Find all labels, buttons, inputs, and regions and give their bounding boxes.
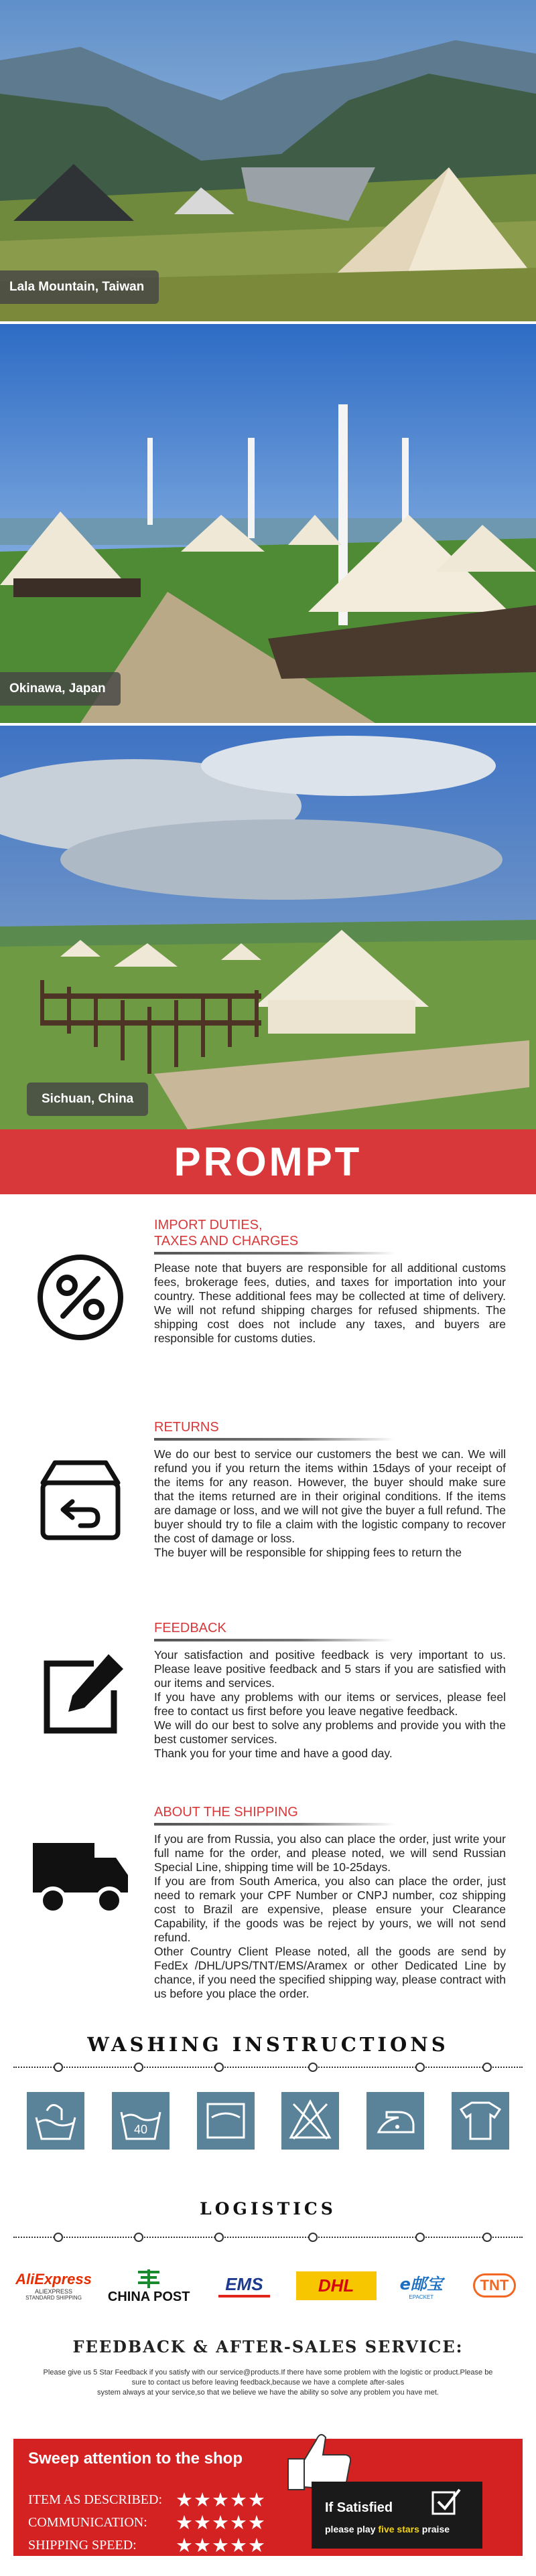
photo-lala-mountain xyxy=(0,0,536,321)
no-chlorine-icon xyxy=(281,2092,339,2150)
photo-okinawa xyxy=(0,321,536,723)
dhl-logo: DHL xyxy=(296,2271,377,2300)
prompt-title: PROMPT xyxy=(174,1139,362,1184)
tnt-logo: TNT xyxy=(466,2273,523,2298)
bottom-spacer xyxy=(0,2556,536,2576)
rating-shipping-speed: SHIPPING SPEED: ★★★★★ xyxy=(28,2535,266,2557)
epacket-logo: e邮宝 EPACKET xyxy=(399,2275,443,2300)
section-divider xyxy=(154,1823,395,1826)
logistics-section xyxy=(0,2199,536,2333)
section-text: If you have any problems with our items or services, please feel free to contact us first before you leave negative feedback. xyxy=(154,1690,506,1718)
hand-wash-icon xyxy=(27,2092,84,2150)
percent-icon xyxy=(30,1247,131,1348)
section-title: RETURNS xyxy=(154,1420,219,1435)
aliexpress-logo: AliExpress ALIEXPRESS STANDARD SHIPPING xyxy=(15,2270,92,2301)
five-stars: ★★★★★ xyxy=(176,2512,266,2534)
logistics-title: LOGISTICS xyxy=(200,2199,336,2219)
china-post-logo: CHINA POST xyxy=(105,2267,192,2305)
dotted-divider xyxy=(13,2063,523,2072)
campsite-photo xyxy=(0,726,536,1129)
section-title: IMPORT DUTIES, TAXES AND CHARGES xyxy=(154,1218,299,1249)
dotted-divider xyxy=(13,2233,523,2242)
china-post-icon xyxy=(135,2267,162,2289)
section-feedback xyxy=(0,1620,536,1804)
banner-headline: Sweep attention to the shop xyxy=(28,2449,243,2468)
section-divider xyxy=(154,1438,395,1441)
five-stars: ★★★★★ xyxy=(176,2490,266,2511)
iron-low-icon xyxy=(366,2092,424,2150)
photo-caption: Sichuan, China xyxy=(27,1082,148,1116)
washing-title: WASHING INSTRUCTIONS xyxy=(87,2033,449,2056)
satisfied-subtitle: please play five stars praise xyxy=(325,2524,450,2534)
section-text: We will do our best to solve any problems and provide you with the best customer services. xyxy=(154,1718,506,1746)
edit-icon xyxy=(30,1647,131,1747)
section-title: FEEDBACK xyxy=(154,1621,226,1635)
section-import-duties xyxy=(0,1217,536,1419)
satisfied-title: If Satisfied xyxy=(325,2500,393,2515)
satisfied-box xyxy=(312,2482,482,2549)
checkbox-check-icon xyxy=(431,2487,462,2515)
section-text: We do our best to service our customers the best we can. We will refund you if you return the items within 15days of your receipt of the items for any reason. However, the buyer should make sure that the items returned are in their original conditions. If the items are damage or loss, and we will not give the buyer a full refund. The buyer should try to file a claim with the logistic company to recover the cost of damage or loss. xyxy=(154,1447,506,1545)
truck-icon xyxy=(30,1824,131,1925)
section-text: The buyer will be responsible for shipping fees to return the xyxy=(154,1546,462,1559)
after-sales-section xyxy=(0,2333,536,2439)
rating-communication: COMMUNICATION: ★★★★★ xyxy=(28,2512,266,2534)
wash-temp: 40 xyxy=(133,2123,147,2136)
section-shipping xyxy=(0,1804,536,2025)
section-title: ABOUT THE SHIPPING xyxy=(154,1805,298,1820)
section-divider xyxy=(154,1639,395,1641)
five-stars: ★★★★★ xyxy=(176,2535,266,2557)
dry-flat-icon xyxy=(452,2092,509,2150)
after-sales-text: Please give us 5 Star Feedback if you satisfy with our service@products.If there have some problem with the logistic or product.Please be sure to contact us before leaving feedback,because we have a complete after-sales xyxy=(43,2368,493,2387)
photo-sichuan xyxy=(0,723,536,1129)
prompt-banner xyxy=(0,1129,536,1194)
washing-icons xyxy=(0,2092,536,2150)
section-divider xyxy=(154,1252,395,1255)
section-text: Your satisfaction and positive feedback is very important to us. Please leave positive feedback and 5 stars if you are satisfied with our items and services. xyxy=(154,1648,506,1690)
campsite-photo xyxy=(0,324,536,723)
section-text: If you are from Russia, you also can place the order, just write your full name for the order, and please noted, we will send Russian Special Line, shipping time will be 10-25days. xyxy=(154,1832,506,1874)
ems-logo: EMS xyxy=(204,2274,284,2298)
photo-caption: Okinawa, Japan xyxy=(0,672,121,706)
after-sales-title: FEEDBACK & AFTER-SALES SERVICE: xyxy=(72,2337,464,2356)
rating-item-as-described: ITEM AS DESCRIBED: ★★★★★ xyxy=(28,2490,266,2511)
washing-section xyxy=(0,2025,536,2199)
section-text: If you are from South America, you also can place the order, just need to remark your CPF Number or CNPJ number, coz shipping cost to Brazil are expensive, please ensure your Clearance Capability, if the goods was be reject by yours, we will not send refund. xyxy=(154,1874,506,1944)
wash-40-icon xyxy=(112,2092,170,2150)
five-star-banner xyxy=(13,2439,523,2556)
photo-caption: Lala Mountain, Taiwan xyxy=(0,270,159,304)
no-bleach-icon xyxy=(197,2092,255,2150)
section-returns xyxy=(0,1419,536,1620)
section-text: Thank you for your time and have a good day. xyxy=(154,1747,393,1760)
after-sales-text: system always at your service,so that we believe we have the ability so solve any problem you have met. xyxy=(97,2389,439,2397)
section-text: Please note that buyers are responsible for all additional customs fees, brokerage fees, duties, and taxes for importation into your country. These additional fees may be collected at time of delivery. We will not refund shipping charges for refused shipments. The shipping cost does not include any taxes, and buyers are responsible for customs duties. xyxy=(154,1261,506,1345)
section-text: Other Country Client Please noted, all the goods are send by FedEx /DHL/UPS/TNT/EMS/Aramex or other Dedicated Line by chance, if you need the specified shipping way, please contract with us before you place the order. xyxy=(154,1945,506,2000)
carrier-logos xyxy=(0,2262,536,2309)
return-box-icon xyxy=(30,1449,131,1550)
